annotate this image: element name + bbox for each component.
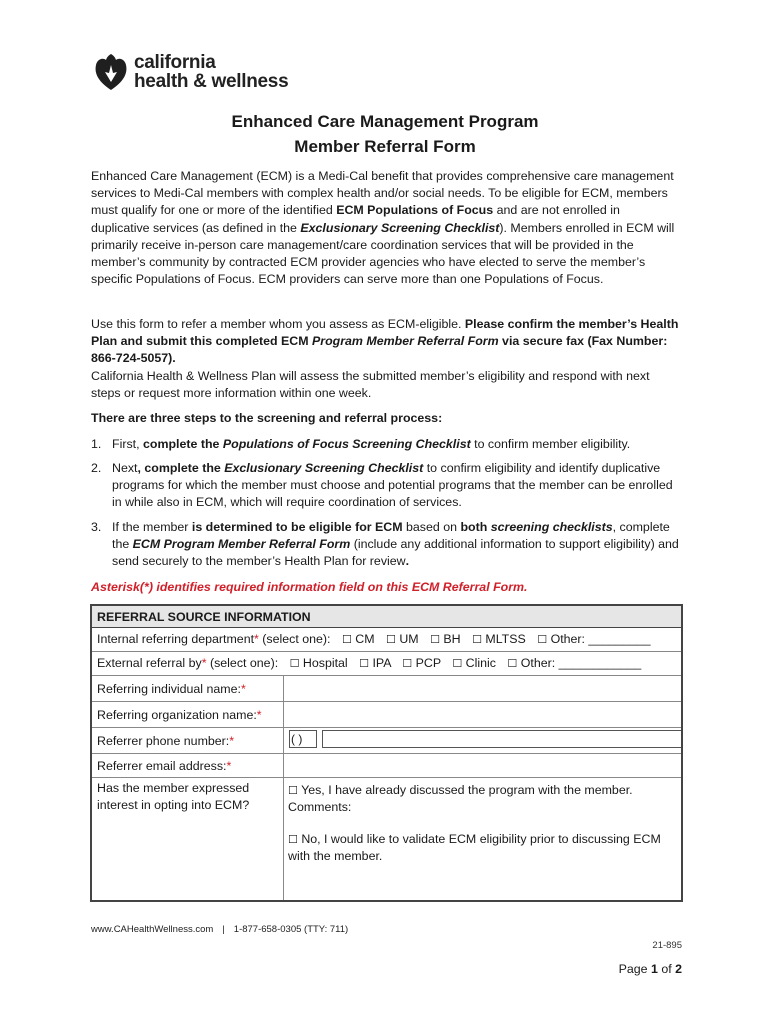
intro-paragraph bbox=[91, 168, 681, 288]
page-mid: of bbox=[657, 962, 676, 976]
logo-mark-icon bbox=[92, 52, 130, 92]
external-suffix: (select one): bbox=[206, 656, 279, 670]
page-title: Enhanced Care Management Program bbox=[231, 112, 539, 131]
footer-phone: 1-877-658-0305 (TTY: 711) bbox=[233, 924, 349, 935]
option-label: PCP bbox=[415, 656, 441, 670]
referring-name-row bbox=[92, 676, 681, 702]
email-row bbox=[92, 754, 681, 778]
checkbox-bh[interactable] bbox=[430, 632, 461, 646]
logo-line2: health & wellness bbox=[134, 71, 289, 92]
interest-label: Has the member expressed interest in opting into ECM? bbox=[92, 778, 284, 900]
option-label: Clinic bbox=[465, 656, 496, 670]
checkbox-hospital[interactable] bbox=[290, 656, 348, 670]
email-label: Referrer email address: bbox=[97, 759, 227, 773]
referring-org-row bbox=[92, 702, 681, 728]
step-text: If the member bbox=[112, 520, 192, 534]
step-text: based on bbox=[402, 520, 461, 534]
form-code: 21-895 bbox=[652, 940, 682, 951]
section-header: REFERRAL SOURCE INFORMATION bbox=[92, 606, 681, 628]
required-asterisk: * bbox=[254, 632, 259, 646]
step-text: ECM Program Member Referral Form bbox=[132, 537, 351, 552]
checkbox-pcp[interactable] bbox=[402, 656, 441, 670]
checkbox-icon: ☐ bbox=[430, 633, 440, 646]
step-text: complete the bbox=[142, 437, 223, 451]
checkbox-icon: ☐ bbox=[402, 657, 413, 670]
name-label: Referring individual name: bbox=[97, 682, 241, 696]
logo bbox=[92, 52, 288, 92]
checkbox-clinic[interactable] bbox=[452, 656, 496, 670]
intro-text: Enhanced Care Management (ECM) is a Medi-Cal benefit that provides comprehensive care management services to Medi-Cal members with complex health and/or social needs. To be eligible for ECM, members must qualify for one or more of the identified bbox=[91, 169, 674, 218]
internal-label: Internal referring department bbox=[97, 632, 255, 646]
step-text: both bbox=[460, 520, 488, 534]
option-label: Other: _________ bbox=[550, 632, 651, 646]
checkbox-icon: ☐ bbox=[288, 833, 298, 846]
option-label: UM bbox=[399, 632, 419, 646]
required-fields-note: Asterisk(*) identifies required information field on this ECM Referral Form. bbox=[91, 580, 528, 594]
option-label: BH bbox=[443, 632, 461, 646]
intro-emphasis: Exclusionary Screening Checklist bbox=[300, 220, 500, 235]
checkbox-icon: ☐ bbox=[537, 633, 548, 646]
step-text: to confirm member eligibility. bbox=[470, 437, 631, 451]
checkbox-other-internal[interactable] bbox=[537, 632, 650, 646]
step-number: 2. bbox=[91, 461, 102, 475]
step-number: 1. bbox=[91, 437, 102, 451]
comments-label: Comments: bbox=[288, 800, 352, 814]
step-text: screening checklists bbox=[487, 520, 613, 534]
instruction-emphasis: Please confirm the member’s Health Plan and submit this completed ECM bbox=[91, 317, 679, 349]
page-prefix: Page bbox=[618, 962, 651, 976]
option-label: IPA bbox=[372, 656, 391, 670]
no-text: No, I would like to validate ECM eligibility prior to discussing ECM with the member. bbox=[288, 832, 661, 863]
checkbox-icon: ☐ bbox=[386, 633, 396, 646]
step-text: Populations of Focus Screening Checklist bbox=[222, 437, 471, 451]
required-asterisk: * bbox=[229, 734, 235, 748]
checkbox-other-external[interactable] bbox=[507, 656, 641, 670]
instruction-emphasis: Program Member Referral Form bbox=[312, 334, 499, 349]
instruction-paragraph bbox=[91, 316, 681, 368]
external-referral-row bbox=[92, 652, 681, 676]
checkbox-cm[interactable] bbox=[342, 632, 375, 646]
logo-line1: california bbox=[134, 52, 216, 73]
checkbox-icon: ☐ bbox=[288, 784, 298, 797]
steps-heading: There are three steps to the screening and referral process: bbox=[91, 411, 443, 425]
step-text: (include any additional information to support eligibility) and send securely to the member’s Health Plan for review bbox=[112, 537, 679, 569]
checkbox-icon: ☐ bbox=[341, 633, 352, 646]
yes-text: Yes, I have already discussed the program with the member. bbox=[301, 783, 633, 797]
assessment-paragraph: California Health & Wellness Plan will assess the submitted member’s eligibility and respond with next steps or request more information within one week. bbox=[91, 369, 650, 401]
step-text: is determined to be eligible for ECM bbox=[191, 520, 403, 534]
intro-text: ). Members enrolled in ECM will primarily receive in-person care management/care coordination services that will be provided in the member’s community by contracted ECM provider agencies who have elected to serve the member’s specific Populations of Focus. ECM providers can serve more than one Populations of Focus. bbox=[91, 220, 675, 287]
internal-suffix: (select one): bbox=[258, 632, 331, 646]
referral-source-table bbox=[90, 604, 683, 902]
intro-emphasis: ECM Populations of Focus bbox=[336, 203, 494, 218]
footer-website[interactable]: www.CAHealthWellness.com bbox=[91, 924, 214, 935]
option-label: Other: ____________ bbox=[520, 656, 642, 670]
phone-number-field[interactable] bbox=[322, 730, 681, 748]
instruction-emphasis: via secure fax (Fax Number: 866-724-5057). bbox=[91, 334, 668, 366]
instruction-text: Use this form to refer a member whom you assess as ECM-eligible. bbox=[91, 317, 465, 331]
checkbox-icon: ☐ bbox=[507, 657, 518, 670]
option-label: Hospital bbox=[302, 656, 348, 670]
intro-text: and are not enrolled in duplicative services (as defined in the bbox=[91, 203, 620, 235]
required-asterisk: * bbox=[226, 759, 232, 773]
checkbox-mltss[interactable] bbox=[472, 632, 526, 646]
footer-separator: | bbox=[222, 924, 225, 935]
checkbox-um[interactable] bbox=[386, 632, 419, 646]
step-text: Next bbox=[112, 461, 138, 475]
checkbox-icon: ☐ bbox=[472, 633, 482, 646]
step-number: 3. bbox=[91, 520, 102, 534]
required-asterisk: * bbox=[240, 682, 246, 696]
interest-yes-option[interactable] bbox=[288, 782, 668, 816]
page-subtitle: Member Referral Form bbox=[294, 137, 476, 156]
step-text: , complete the bbox=[137, 461, 225, 475]
referring-org-field[interactable] bbox=[284, 702, 681, 727]
checkbox-ipa[interactable] bbox=[359, 656, 391, 670]
step-text: Exclusionary Screening Checklist bbox=[224, 461, 424, 475]
step-text: to confirm eligibility and identify duplicative programs for which the member must choose and potential programs that the member can be enrolled in while also in ECM, which will require coordination of services. bbox=[112, 461, 673, 510]
interest-row bbox=[92, 778, 681, 900]
internal-department-row bbox=[92, 628, 681, 652]
option-label: MLTSS bbox=[485, 632, 526, 646]
org-label: Referring organization name: bbox=[97, 708, 257, 722]
required-asterisk: * bbox=[256, 708, 262, 722]
page-total: 2 bbox=[675, 962, 682, 976]
phone-label: Referrer phone number: bbox=[97, 734, 230, 748]
phone-area-code-field[interactable]: ( ) bbox=[289, 730, 317, 748]
step-text: . bbox=[405, 554, 410, 569]
step-text: First, bbox=[112, 437, 143, 451]
referring-name-field[interactable] bbox=[284, 676, 681, 701]
phone-row bbox=[92, 728, 681, 754]
checkbox-icon: ☐ bbox=[452, 657, 463, 670]
email-field[interactable] bbox=[284, 754, 681, 777]
external-label: External referral by bbox=[97, 656, 202, 670]
page-current: 1 bbox=[650, 962, 658, 976]
page-number bbox=[619, 962, 682, 976]
required-asterisk: * bbox=[201, 656, 207, 670]
checkbox-icon: ☐ bbox=[289, 657, 300, 670]
step-text: , complete the bbox=[112, 520, 670, 552]
interest-no-option[interactable] bbox=[288, 831, 668, 865]
footer bbox=[91, 924, 348, 935]
option-label: CM bbox=[355, 632, 375, 646]
checkbox-icon: ☐ bbox=[359, 657, 370, 670]
